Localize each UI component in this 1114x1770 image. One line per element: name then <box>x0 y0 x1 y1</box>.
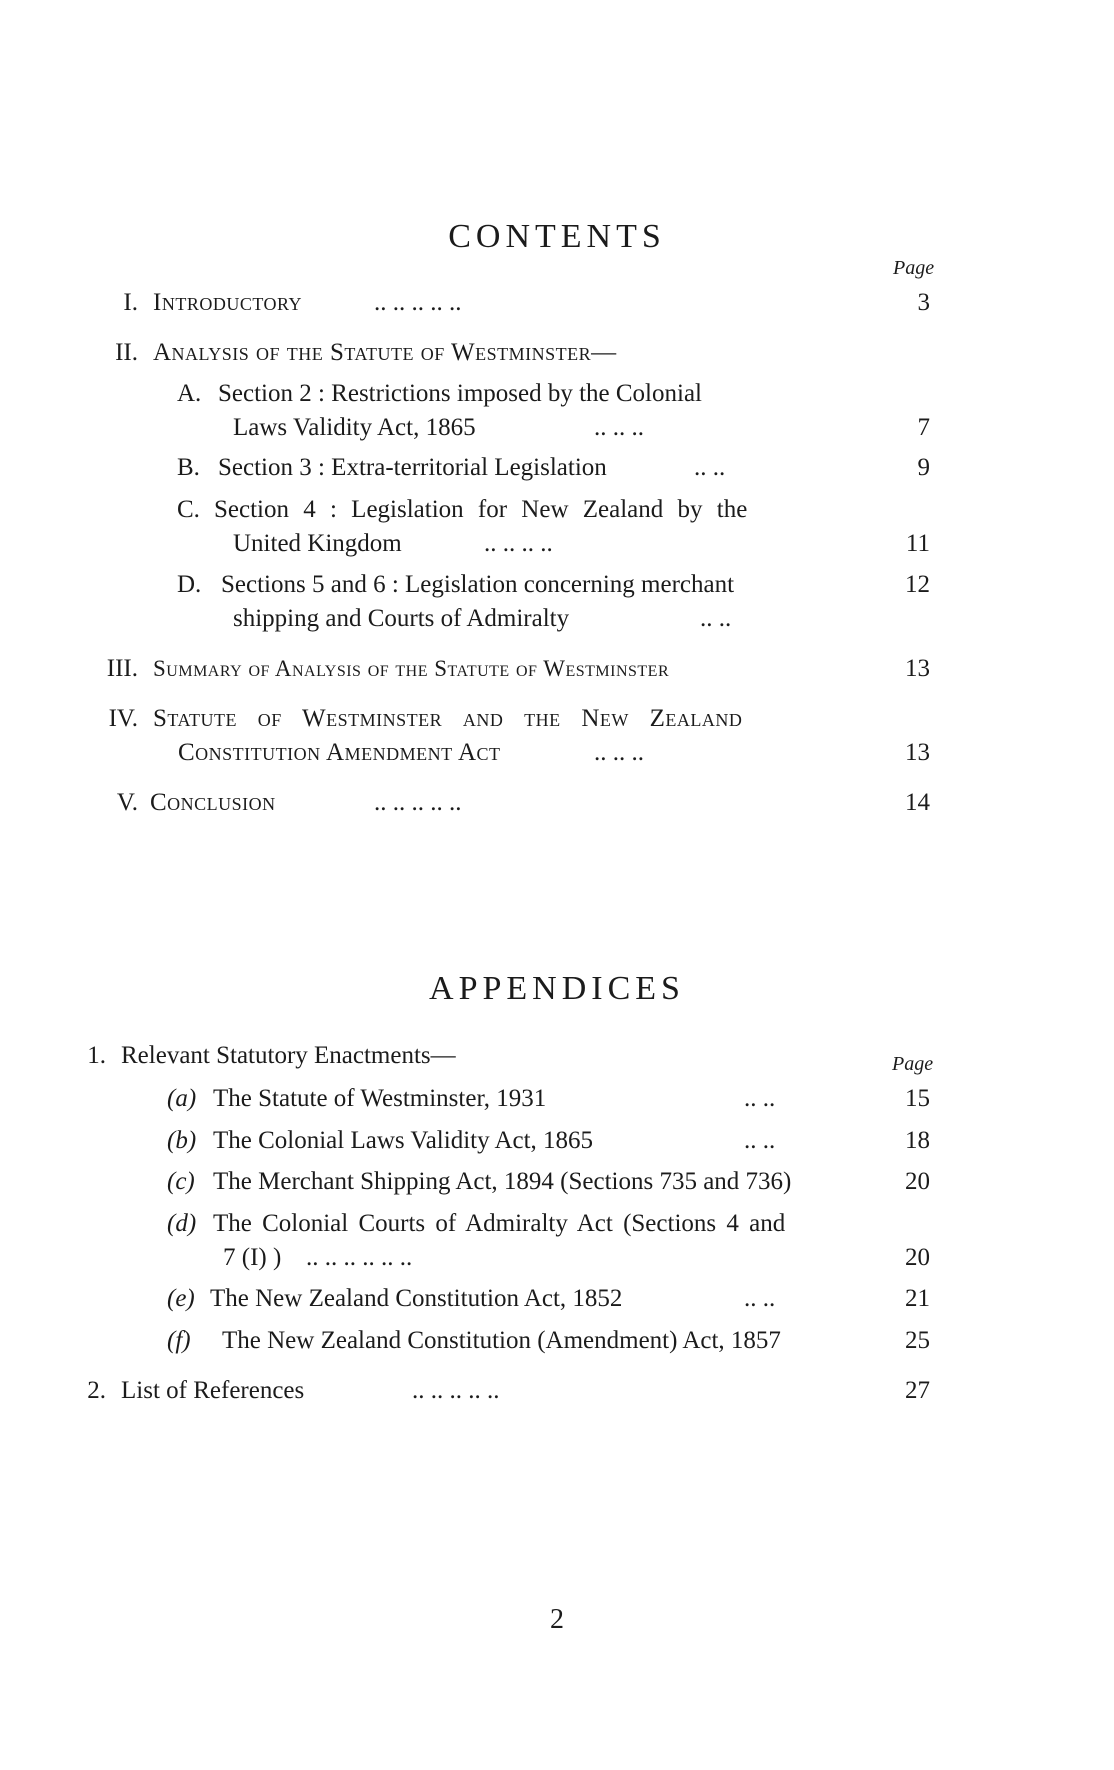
leader-dots: .. .. .. .. <box>484 530 553 557</box>
toc-page-number: 3 <box>917 289 930 316</box>
appendices-heading: APPENDICES <box>429 970 685 1007</box>
appendix-page-number: 25 <box>905 1327 930 1354</box>
appendix-subitem-label: (b) <box>167 1127 197 1154</box>
toc-subentry-label: B. <box>177 454 200 481</box>
leader-dots: .. .. .. .. .. .. <box>306 1244 413 1271</box>
appendix-subitem-text: The Merchant Shipping Act, 1894 (Sections 735 and 736) <box>213 1168 792 1195</box>
toc-entry-number: I. <box>123 289 138 316</box>
appendix-subitem-text: 7 (I) ) <box>223 1244 282 1271</box>
appendix-subitem-text: The Colonial Courts of Admiralty Act (Sections 4 and <box>213 1210 786 1237</box>
appendix-page-number: 20 <box>905 1244 930 1271</box>
toc-entry-title: Conclusion <box>150 789 276 816</box>
toc-subentry-text: Sections 5 and 6 : Legislation concerning merchant <box>221 571 735 598</box>
appendix-item-title: List of References <box>121 1377 305 1404</box>
toc-subentry-label: C. <box>177 496 200 523</box>
leader-dots: .. .. .. .. .. <box>374 789 462 816</box>
appendix-subitem-label: (c) <box>167 1168 195 1195</box>
toc-page-number: 13 <box>905 739 930 766</box>
toc-entry-number: IV. <box>108 705 138 732</box>
appendix-item-title: Relevant Statutory Enactments— <box>121 1042 456 1069</box>
appendix-subitem-label: (d) <box>167 1210 197 1237</box>
contents-page-column-label: Page <box>893 257 935 279</box>
appendix-subitem-label: (e) <box>167 1285 195 1312</box>
toc-page-number: 13 <box>905 655 930 682</box>
appendix-subitem-text: The New Zealand Constitution Act, 1852 <box>210 1285 623 1312</box>
appendix-subitem-text: The Colonial Laws Validity Act, 1865 <box>213 1127 594 1154</box>
leader-dots: .. .. <box>744 1285 776 1312</box>
appendix-page-number: 20 <box>905 1168 930 1195</box>
toc-page-number: 11 <box>905 530 930 557</box>
toc-page-number: 9 <box>917 454 930 481</box>
appendix-page-number: 15 <box>905 1085 930 1112</box>
appendix-subitem-label: (f) <box>167 1327 191 1354</box>
appendix-subitem-text: The Statute of Westminster, 1931 <box>213 1085 547 1112</box>
contents-heading: CONTENTS <box>448 218 666 255</box>
appendix-subitem-text: The New Zealand Constitution (Amendment) Act, 1857 <box>222 1327 781 1354</box>
toc-entry-title: Statute of Westminster and the New Zealand <box>153 705 743 732</box>
toc-subentry-label: A. <box>177 380 202 407</box>
toc-entry-number: III. <box>106 655 138 682</box>
leader-dots: .. .. .. <box>594 414 644 441</box>
appendix-page-number: 27 <box>905 1377 930 1404</box>
toc-subentry-text: shipping and Courts of Admiralty <box>233 605 570 632</box>
appendices-page-column-label: Page <box>892 1053 934 1075</box>
toc-entry-title: Analysis of the Statute of Westminster— <box>153 339 617 366</box>
toc-subentry-text: Section 2 : Restrictions imposed by the Colonial <box>218 380 702 407</box>
appendix-page-number: 18 <box>905 1127 930 1154</box>
toc-entry-title: Introductory <box>153 289 303 316</box>
leader-dots: .. .. <box>700 605 732 632</box>
leader-dots: .. .. <box>694 454 726 481</box>
toc-entry-title: Constitution Amendment Act <box>178 739 501 766</box>
toc-entry-number: V. <box>116 789 138 816</box>
leader-dots: .. .. .. <box>594 739 644 766</box>
appendix-subitem-label: (a) <box>167 1085 197 1112</box>
toc-subentry-text: Section 3 : Extra-territorial Legislation <box>218 454 607 481</box>
page-number-footer: 2 <box>550 1604 564 1635</box>
appendix-item-number: 2. <box>87 1377 106 1404</box>
leader-dots: .. .. <box>744 1127 776 1154</box>
leader-dots: .. .. <box>744 1085 776 1112</box>
toc-page-number: 14 <box>905 789 930 816</box>
toc-subentry-text: Laws Validity Act, 1865 <box>233 414 476 441</box>
toc-subentry-label: D. <box>177 571 202 598</box>
toc-page-number: 12 <box>905 571 930 598</box>
toc-subentry-text: United Kingdom <box>233 530 402 557</box>
leader-dots: .. .. .. .. .. <box>374 289 462 316</box>
appendix-page-number: 21 <box>905 1285 930 1312</box>
toc-page-number: 7 <box>917 414 930 441</box>
appendix-item-number: 1. <box>87 1042 106 1069</box>
toc-entry-number: II. <box>115 339 138 366</box>
toc-entry-title: Summary of Analysis of the Statute of Westminster <box>153 656 670 681</box>
toc-subentry-text: Section 4 : Legislation for New Zealand by the <box>214 496 748 523</box>
leader-dots: .. .. .. .. .. <box>412 1377 500 1404</box>
